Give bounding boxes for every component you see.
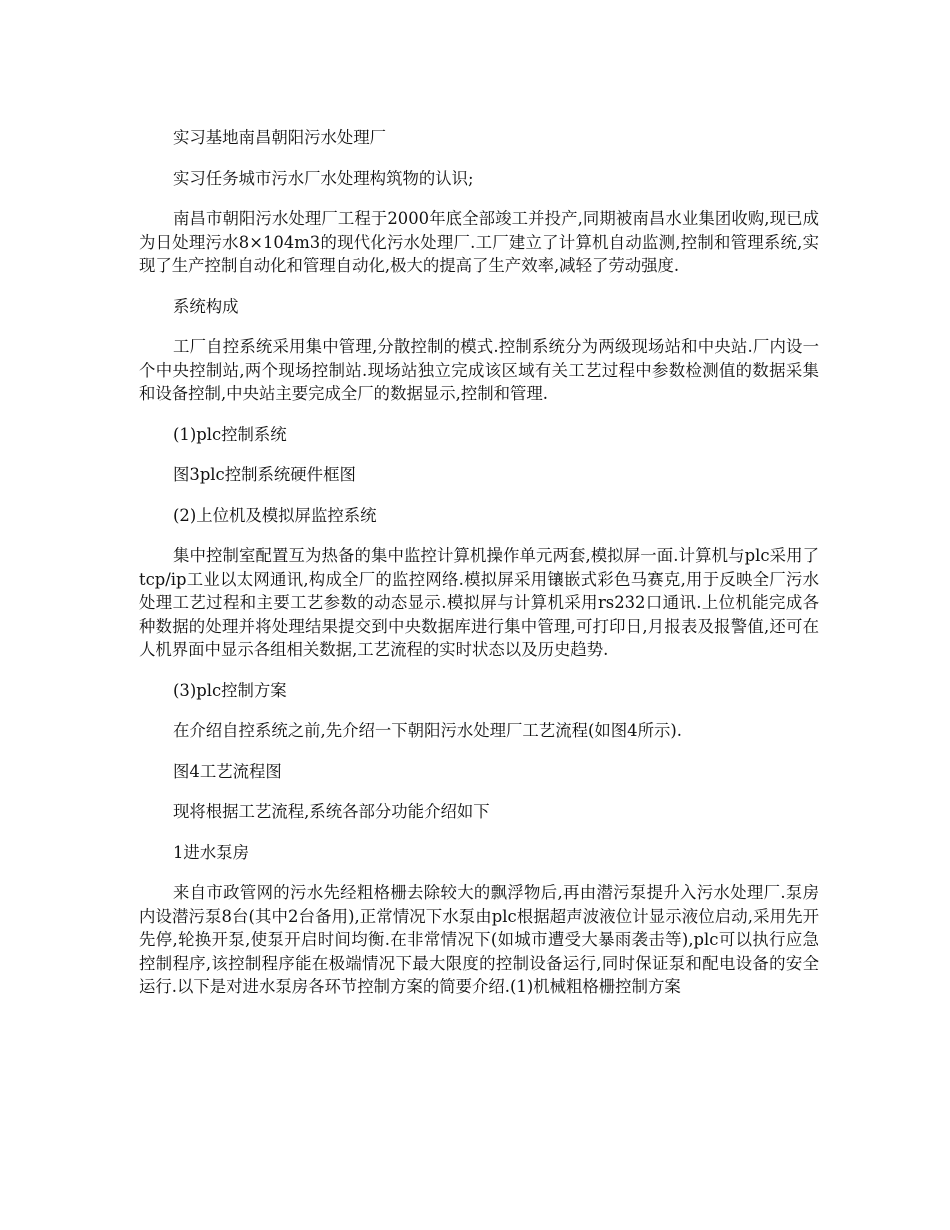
paragraph-internship-task: 实习任务城市污水厂水处理构筑物的认识;: [173, 168, 474, 188]
heading-inlet-pump-house: 1进水泵房: [173, 842, 249, 862]
heading-plc-control-scheme: (3)plc控制方案: [173, 680, 287, 700]
caption-figure-4: 图4工艺流程图: [173, 761, 282, 781]
paragraph-function-intro: 现将根据工艺流程,系统各部分功能介绍如下: [173, 802, 490, 821]
heading-system-composition: 系统构成: [173, 296, 239, 316]
paragraph-plant-overview: 南昌市朝阳污水处理厂工程于2000年底全部竣工并投产,同期被南昌水业集团收购,现已成为日处理污水8×104m3的现代化污水处理厂.工厂建立了计算机自动监测,控制和管理系统,实现了生产控制自动化和管理自动化,极大的提高了生产效率,减轻了劳动强度.: [139, 209, 819, 275]
heading-host-and-panel-monitoring: (2)上位机及模拟屏监控系统: [173, 505, 377, 525]
paragraph-central-control-room: 集中控制室配置互为热备的集中监控计算机操作单元两套,模拟屏一面.计算机与plc采用了tcp/ip工业以太网通讯,构成全厂的监控网络.模拟屏采用镶嵌式彩色马赛克,用于反映全厂污水处理工艺过程和主要工艺参数的动态显示.模拟屏与计算机采用rs232口通讯.上位机能完成各种数据的处理并将处理结果提交到中央数据库进行集中管理,可打印日,月报表及报警值,还可在人机界面中显示各组相关数据,工艺流程的实时状态以及历史趋势.: [139, 546, 819, 659]
heading-plc-control-system: (1)plc控制系统: [173, 424, 287, 444]
caption-figure-3: 图3plc控制系统硬件框图: [173, 465, 356, 484]
paragraph-internship-base: 实习基地南昌朝阳污水处理厂: [173, 128, 387, 147]
paragraph-process-intro: 在介绍自控系统之前,先介绍一下朝阳污水处理厂工艺流程(如图4所示).: [173, 721, 682, 740]
paragraph-pump-house-control: 来自市政管网的污水先经粗格栅去除较大的飘浮物后,再由潜污泵提升入污水处理厂.泵房内设潜污泵8台(其中2台备用),正常情况下水泵由plc根据超声波液位计显示液位启动,采用先开先停,轮换开泵,使泵开启时间均衡.在非常情况下(如城市遭受大暴雨袭击等),plc可以执行应急控制程序,该控制程序能在极端情况下最大限度的控制设备运行,同时保证泵和配电设备的安全运行.以下是对进水泵房各环节控制方案的简要介绍.(1)机械粗格栅控制方案: [139, 883, 819, 996]
document-body: [139, 126, 819, 1016]
paragraph-control-mode: 工厂自控系统采用集中管理,分散控制的模式.控制系统分为两级现场站和中央站.厂内设一个中央控制站,两个现场控制站.现场站独立完成该区域有关工艺过程中参数检测值的数据采集和设备控制,中央站主要完成全厂的数据显示,控制和管理.: [139, 337, 819, 403]
